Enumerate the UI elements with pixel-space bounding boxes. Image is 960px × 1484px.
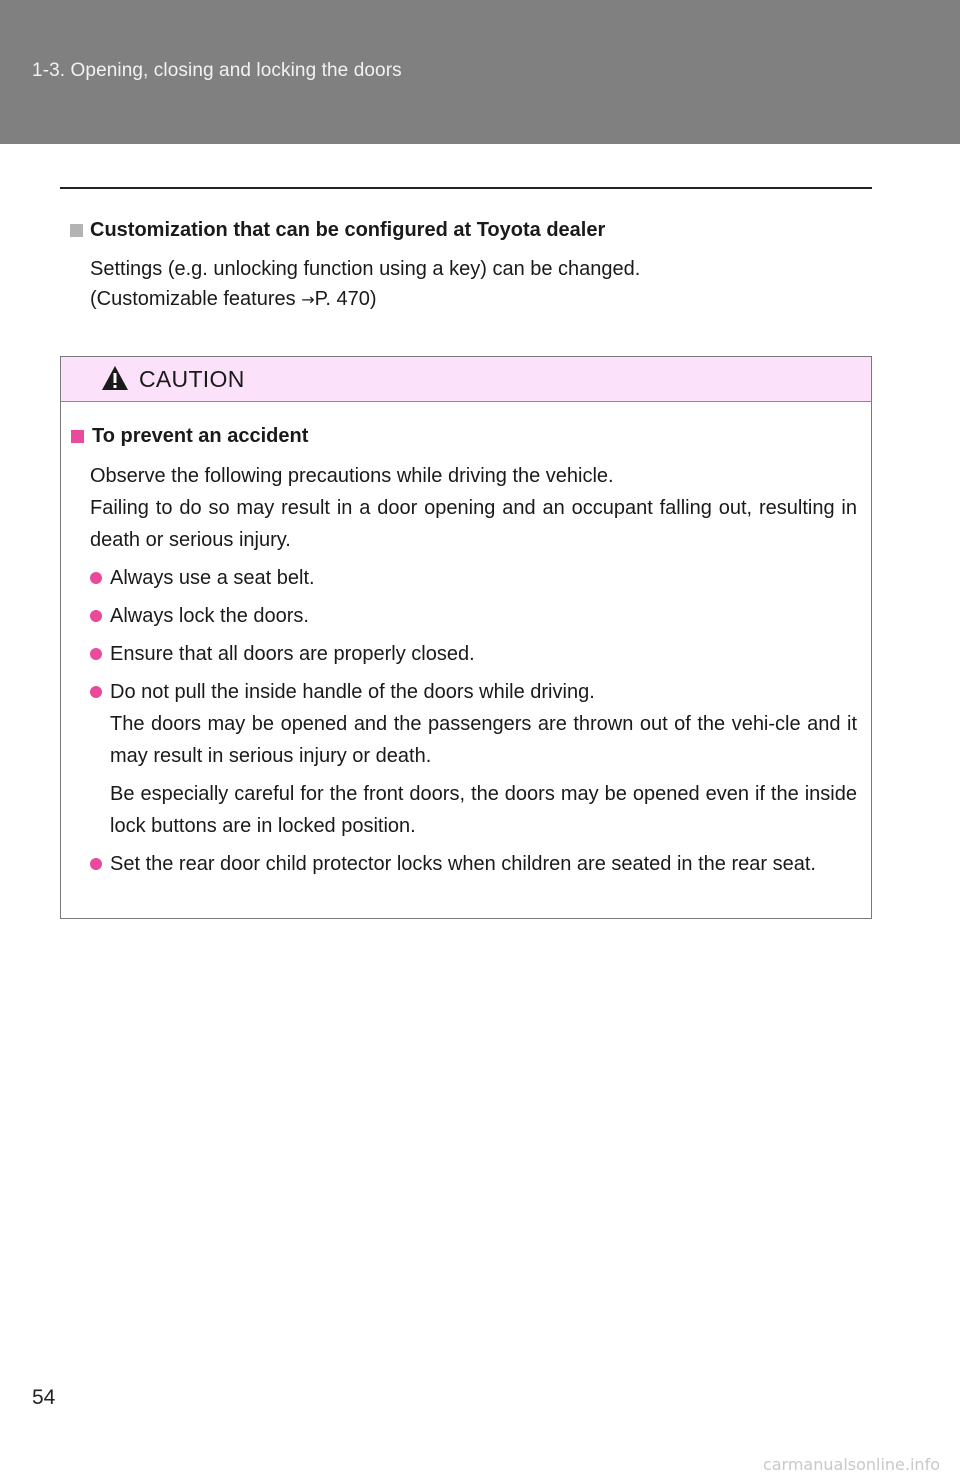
section-body (90, 254, 870, 315)
caution-title: CAUTION (139, 365, 245, 392)
list-item-text: Always lock the doors. (110, 605, 309, 627)
bullet-dot-icon (90, 648, 102, 660)
page-number: 54 (32, 1386, 56, 1409)
caution-intro (90, 460, 857, 556)
list-item-text: Ensure that all doors are properly closed. (110, 643, 475, 665)
caution-heading-text: To prevent an accident (92, 425, 309, 447)
section-heading-text: Customization that can be configured at Toyota dealer (90, 219, 606, 241)
list-item (90, 600, 857, 632)
bullet-dot-icon (90, 572, 102, 584)
arrow-right-icon: → (301, 290, 315, 309)
header-band (0, 0, 960, 144)
caution-box (60, 356, 872, 919)
bullet-dot-icon (90, 610, 102, 622)
list-item-text: Do not pull the inside handle of the doors while driving. (110, 681, 595, 703)
caution-body (61, 402, 871, 880)
divider (60, 187, 872, 189)
square-bullet-icon (71, 430, 84, 443)
list-item (90, 676, 857, 772)
list-item-text: Set the rear door child protector locks when children are seated in the rear seat. (110, 853, 816, 875)
body-line-2 (90, 284, 870, 315)
list-item (90, 638, 857, 670)
watermark: carmanualsonline.info (762, 1455, 940, 1474)
warning-triangle-icon (101, 365, 129, 396)
list-item-detail: Be especially careful for the front doors, the doors may be opened even if the inside lock buttons are in locked position. (110, 783, 857, 837)
section-heading (70, 216, 870, 244)
customization-section (70, 216, 870, 315)
caution-header (61, 357, 871, 402)
square-bullet-icon (70, 224, 83, 237)
body-line-1: Settings (e.g. unlocking function using a key) can be changed. (90, 258, 641, 280)
list-item-body (110, 676, 857, 772)
page-reference-link[interactable]: P. 470) (314, 288, 377, 310)
list-item (90, 848, 857, 880)
list-item-text: Always use a seat belt. (110, 567, 315, 589)
bullet-dot-icon (90, 858, 102, 870)
list-item-detail: The doors may be opened and the passengers are thrown out of the vehi-cle and it may result in serious injury or death. (110, 713, 857, 767)
caution-heading (71, 422, 857, 450)
body-line-2-prefix: (Customizable features (90, 288, 302, 310)
caution-intro-line-1: Observe the following precautions while driving the vehicle. (90, 465, 614, 487)
section-title: 1-3. Opening, closing and locking the doors (32, 60, 402, 81)
bullet-dot-icon (90, 686, 102, 698)
caution-intro-line-2: Failing to do so may result in a door opening and an occupant falling out, resulting in death or serious injury. (90, 497, 857, 551)
list-item (90, 562, 857, 594)
